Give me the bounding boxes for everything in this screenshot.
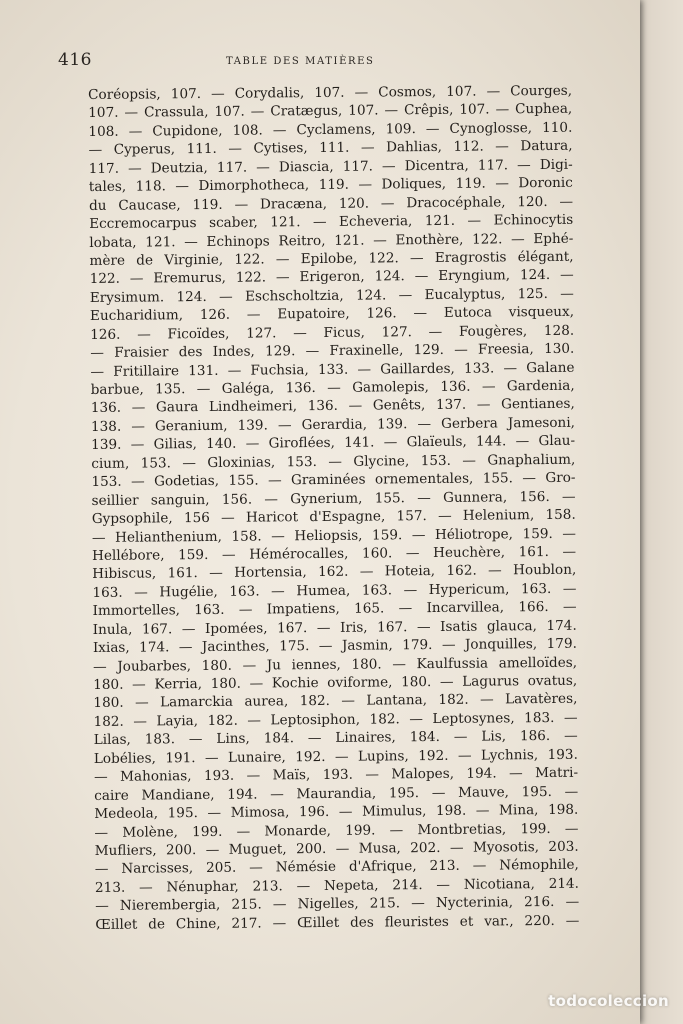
text-line: 136. — Gaura Lindheimeri, 136. — Genêts, 137. — Gentianes, (90, 396, 575, 417)
index-text-block (88, 82, 579, 934)
text-line: 163. — Hugélie, 163. — Humea, 163. — Hypericum, 163. — (92, 580, 577, 601)
text-line: Œillet de Chine, 217. — Œillet des fleuristes et var., 220. — (95, 912, 580, 933)
text-line: Medeola, 195. — Mimosa, 196. — Mimulus, 198. — Mina, 198. (94, 801, 579, 823)
text-line: Coréopsis, 107. — Corydalis, 107. — Cosmos, 107. — Courges, (88, 82, 573, 103)
text-line: — Fritillaire 131. — Fuchsia, 133. — Gaillardes, 133. — Galane (90, 359, 575, 380)
text-line: Ixias, 174. — Jacinthes, 175. — Jasmin, 179. — Jonquilles, 179. (92, 635, 577, 657)
text-line: 139. — Gilias, 140. — Giroflées, 141. — Glaïeuls, 144. — Glau- (91, 433, 576, 454)
text-line: 153. — Godetias, 155. — Graminées ornementales, 155. — Gro- (91, 469, 576, 491)
text-line: 117. — Deutzia, 117. — Diascia, 117. — Dicentra, 117. — Digi- (88, 156, 573, 177)
text-line: Mufliers, 200. — Muguet, 200. — Musa, 202. — Myosotis, 203. (94, 838, 579, 859)
text-line: — Joubarbes, 180. — Ju iennes, 180. — Kaulfussia amelloïdes, (92, 654, 578, 675)
text-line: 182. — Layia, 182. — Leptosiphon, 182. — Leptosynes, 183. — (93, 709, 578, 730)
text-line: 213. — Nénuphar, 213. — Nepeta, 214. — Nicotiana, 214. (94, 875, 580, 896)
text-line: 126. — Ficoïdes, 127. — Ficus, 127. — Fougères, 128. (90, 322, 575, 343)
page-header (58, 50, 598, 72)
text-line: seillier sanguin, 156. — Gynerium, 155. — Gunnera, 156. — (91, 488, 576, 509)
text-line: 107. — Crassula, 107. — Cratægus, 107. — Crêpis, 107. — Cuphea, (88, 101, 573, 122)
text-line: tales, 118. — Dimorphotheca, 119. — Doliques, 119. — Doronic (88, 174, 573, 196)
text-line: Erysimum. 124. — Eschscholtzia, 124. — Eucalyptus, 125. — (89, 285, 574, 306)
text-line: Lobélies, 191. — Lunaire, 192. — Lupins, 192. — Lychnis, 193. (93, 746, 578, 767)
text-line: 180. — Lamarckia aurea, 182. — Lantana, 182. — Lavatères, (93, 691, 578, 712)
text-line: 122. — Eremurus, 122. — Erigeron, 124. — Eryngium, 124. — (89, 267, 574, 288)
text-line: Inula, 167. — Ipomées, 167. — Iris, 167. — Isatis glauca, 174. (92, 617, 577, 638)
text-line: Hibiscus, 161. — Hortensia, 162. — Hoteia, 162. — Houblon, (92, 562, 577, 583)
text-line: Immortelles, 163. — Impatiens, 165. — Incarvillea, 166. — (92, 599, 577, 620)
text-line: — Fraisier des Indes, 129. — Fraxinelle, 129. — Freesia, 130. (90, 340, 575, 362)
text-line: — Cyperus, 111. — Cytises, 111. — Dahlias, 112. — Datura, (88, 138, 573, 159)
text-line: Eccremocarpus scaber, 121. — Echeveria, 121. — Echinocytis (89, 211, 574, 233)
text-line: — Molène, 199. — Monarde, 199. — Montbretias, 199. — (94, 820, 579, 841)
text-line: du Caucase, 119. — Dracæna, 120. — Dracocéphale, 120. — (88, 193, 574, 214)
text-line: mère de Virginie, 122. — Epilobe, 122. — Eragrostis élégant, (89, 248, 574, 269)
text-line: Hellébore, 159. — Hémérocalles, 160. — Heuchère, 161. — (92, 543, 577, 564)
text-line: — Mahonias, 193. — Maïs, 193. — Malopes, 194. — Matri- (93, 764, 579, 786)
text-line: — Helianthenium, 158. — Heliopsis, 159. — Héliotrope, 159. — (91, 525, 576, 546)
text-line: Eucharidium, 126. — Eupatoire, 126. — Eutoca visqueux, (89, 304, 575, 325)
text-line: 180. — Kerria, 180. — Kochie oviforme, 180. — Lagurus ovatus, (93, 672, 578, 693)
watermark: todocoleccion (548, 992, 669, 1010)
text-line: 108. — Cupidone, 108. — Cyclamens, 109. — Cynoglosse, 110. (88, 119, 573, 140)
text-line: caire Mandiane, 194. — Maurandia, 195. — Mauve, 195. — (94, 783, 579, 804)
text-line: barbue, 135. — Galéga, 136. — Gamolepis, 136. — Gardenia, (90, 377, 575, 398)
text-line: 138. — Geranium, 139. — Gerardia, 139. — Gerbera Jamesoni, (90, 414, 576, 435)
text-line: Gypsophile, 156 — Haricot d'Espagne, 157. — Helenium, 158. (91, 506, 576, 528)
text-line: lobata, 121. — Echinops Reitro, 121. — Enothère, 122. — Ephé- (89, 230, 574, 251)
text-line: — Nierembergia, 215. — Nigelles, 215. — Nycterinia, 216. — (95, 893, 580, 915)
text-line: Lilas, 183. — Lins, 184. — Linaires, 184. — Lis, 186. — (93, 728, 578, 749)
text-line: cium, 153. — Gloxinias, 153. — Glycine, 153. — Gnaphalium, (91, 451, 576, 472)
running-title: TABLE DES MATIÈRES (226, 56, 375, 67)
text-line: — Narcisses, 205. — Némésie d'Afrique, 213. — Némophile, (94, 857, 579, 878)
page-number: 416 (58, 50, 92, 70)
